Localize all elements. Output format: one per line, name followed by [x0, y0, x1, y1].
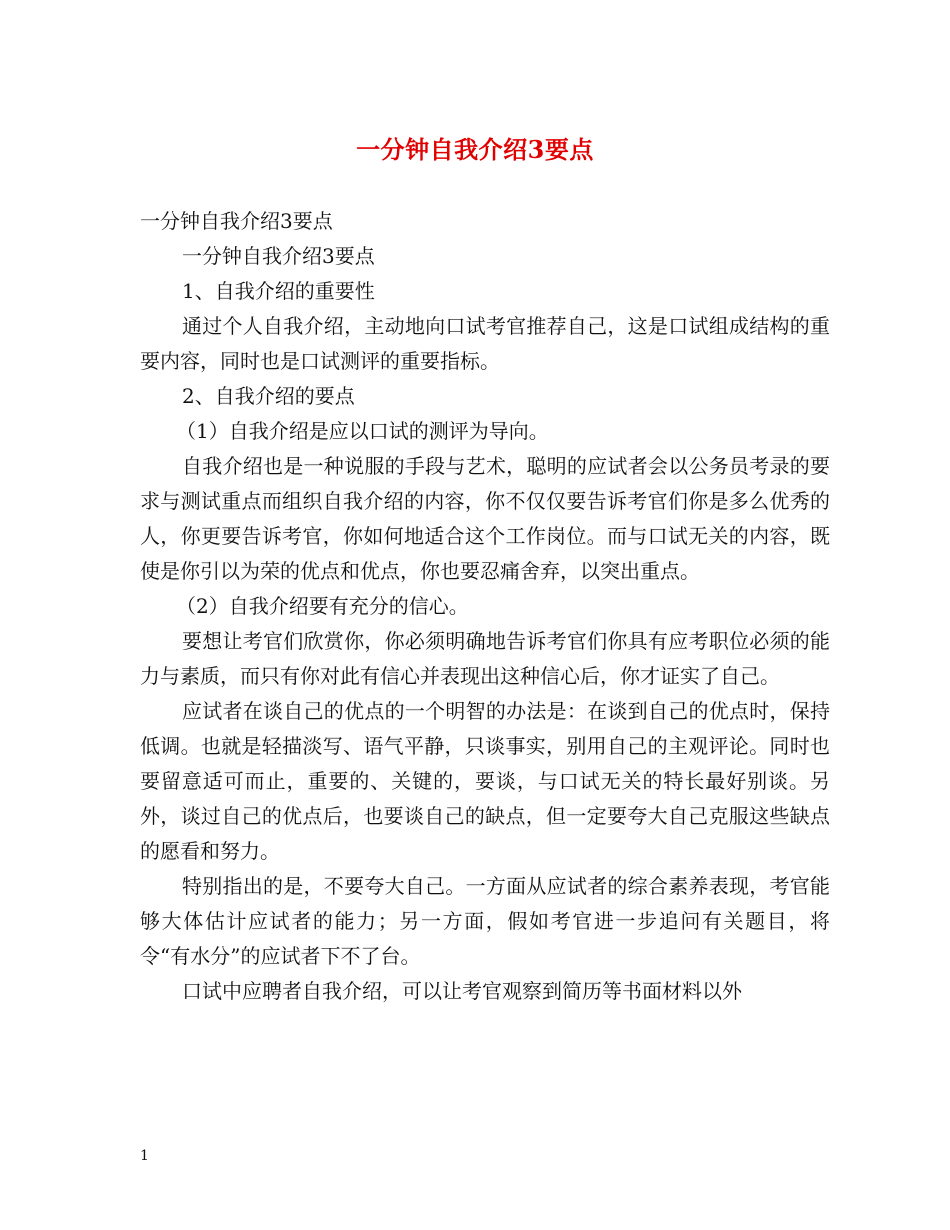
- paragraph: 自我介绍也是一种说服的手段与艺术，聪明的应试者会以公务员考录的要求与测试重点而组织自我介绍的内容，你不仅仅要告诉考官们你是多么优秀的人，你更要告诉考官，你如何地适合这个工作岗位。而与口试无关的内容，既使是你引以为荣的优点和优点，你也要忍痛舍弃，以突出重点。: [140, 454, 830, 583]
- document-title: 一分钟自我介绍3要点: [356, 135, 594, 164]
- paragraph-heading: 一分钟自我介绍3要点: [140, 209, 333, 233]
- page-number: 1: [140, 1148, 149, 1164]
- paragraph: 通过个人自我介绍，主动地向口试考官推荐自己，这是口试组成结构的重要内容，同时也是口试测评的重要指标。: [140, 314, 830, 373]
- subsection-heading-1: （1）自我介绍是应以口试的测评为导向。: [176, 419, 549, 443]
- section-heading-key-points: 2、自我介绍的要点: [182, 384, 355, 408]
- paragraph: 特别指出的是，不要夸大自己。一方面从应试者的综合素养表现，考官能够大体估计应试者的能力；另一方面，假如考官进一步追问有关题目，将令“有水分”的应试者下不了台。: [140, 874, 830, 968]
- paragraph: 要想让考官们欣赏你，你必须明确地告诉考官们你具有应考职位必须的能力与素质，而只有你对此有信心并表现出这种信心后，你才证实了自己。: [140, 629, 830, 688]
- paragraph: 口试中应聘者自我介绍，可以让考官观察到简历等书面材料以外: [182, 979, 742, 1003]
- document-body: [140, 204, 830, 1009]
- paragraph-subheading: 一分钟自我介绍3要点: [182, 244, 375, 268]
- paragraph: 应试者在谈自己的优点的一个明智的办法是：在谈到自己的优点时，保持低调。也就是轻描淡写、语气平静，只谈事实，别用自己的主观评论。同时也要留意适可而止，重要的、关键的，要谈，与口试无关的特长最好别谈。另外，谈过自己的优点后，也要谈自己的缺点，但一定要夸大自己克服这些缺点的愿看和努力。: [140, 699, 830, 863]
- subsection-heading-2: （2）自我介绍要有充分的信心。: [176, 594, 469, 618]
- section-heading-importance: 1、自我介绍的重要性: [182, 279, 375, 303]
